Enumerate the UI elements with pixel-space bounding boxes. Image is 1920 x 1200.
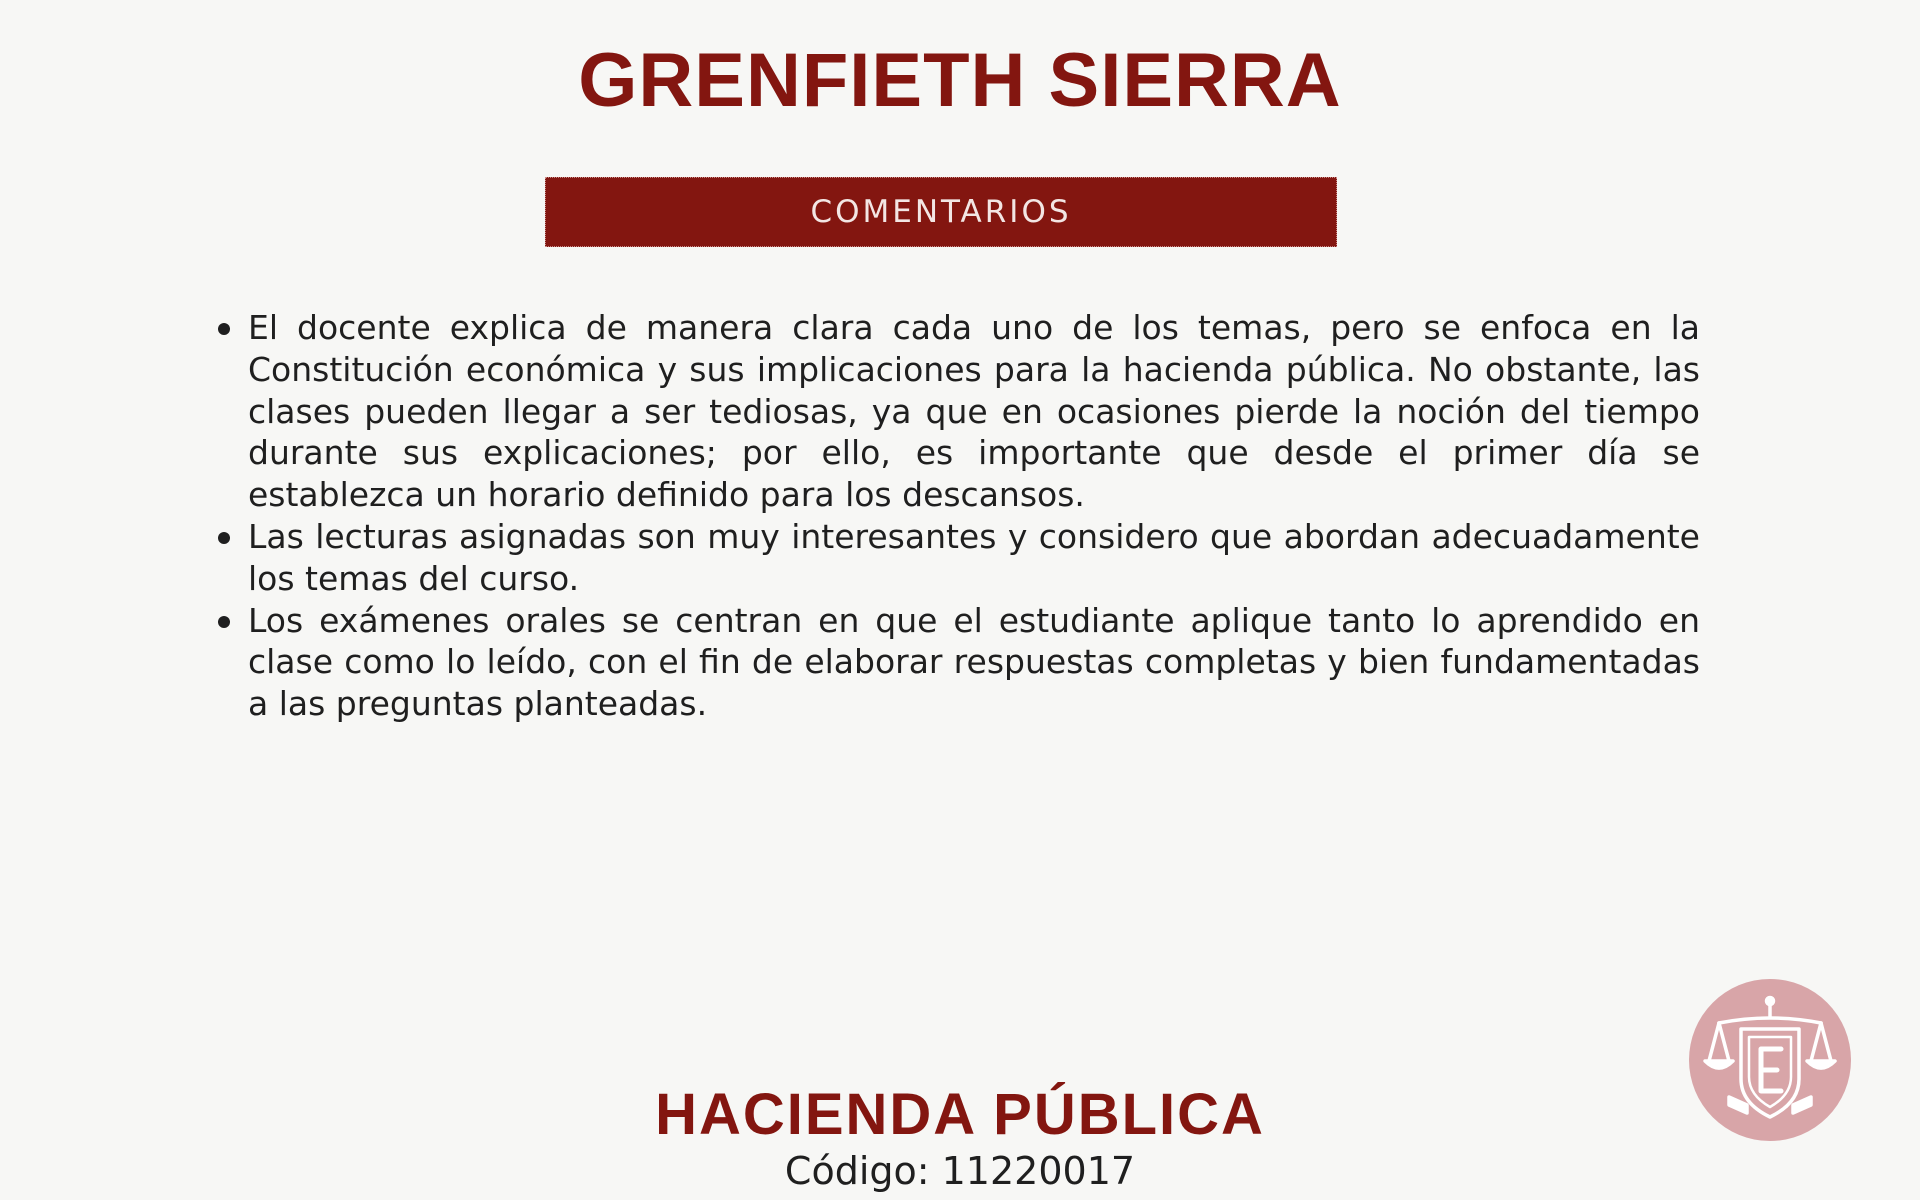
comment-item-1: El docente explica de manera clara cada uno de los temas, pero se enfoca en la Constitución económica y sus implicaciones para la hacienda pública. No obstante, las clases pueden llegar a ser tediosas, ya que en ocasiones pierde la noción del tiempo durante sus explicaciones; por ello, es importante que desde el primer día se establezca un horario definido para los descansos. (248, 308, 1700, 515)
comments-list (210, 307, 1700, 725)
section-label: COMENTARIOS (810, 194, 1072, 230)
comment-item-2: Las lecturas asignadas son muy interesantes y considero que abordan adecuadamente los temas del curso. (248, 516, 1700, 598)
comment-item-3: Los exámenes orales se centran en que el estudiante aplique tanto lo aprendido en clase como lo leído, con el fin de elaborar respuestas completas y bien fundamentadas a las preguntas planteadas. (248, 600, 1700, 724)
section-banner (545, 177, 1337, 247)
course-code: Código: 11220017 (784, 1149, 1136, 1193)
course-title: HACIENDA PÚBLICA (655, 1082, 1265, 1147)
page-title: GRENFIETH SIERRA (578, 38, 1342, 123)
